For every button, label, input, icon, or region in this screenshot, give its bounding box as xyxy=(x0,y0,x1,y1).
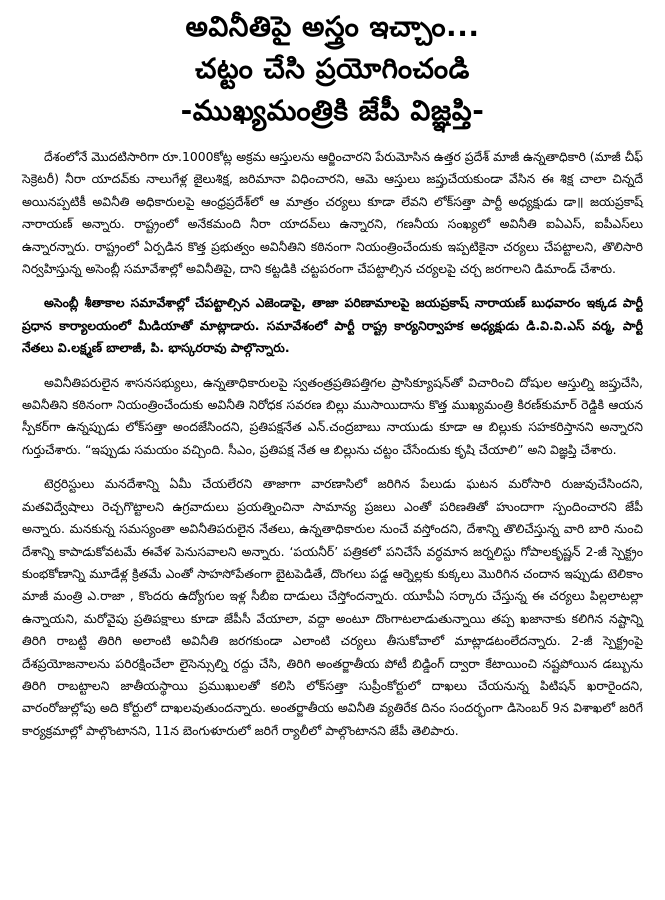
paragraph-1: దేశంలోనే మొదటిసారిగా రూ.1000కోట్ల అక్రమ ఆస్తులను ఆర్జించారని పేరుమోసిన ఉత్తర ప్రదేశ్ మాజీ ఉన్నతాధికారి (మాజీ చీఫ్ సెక్రెటరీ) నీరా యాదవ్‌కు నాలుగేళ్ల జైలుశిక్ష, జరిమానా విధించారని, ఆమె ఆస్తులు జప్తుచేయకుండా వేసిన ఈ శిక్ష చాలా చిన్నదే అయినప్పటికీ అవినీతి అధికారులపై ఆంధ్రప్రదేశ్‌లో ఆ మాత్రం చర్యలు కూడా లేవని లోక్‌సత్తా పార్టీ అధ్యక్షుడు డా॥ జయప్రకాష్ నారాయణ్ అన్నారు. రాష్ట్రంలో అనేకమంది నీరా యాదవ్‌లు ఉన్నారని, గణనీయ సంఖ్యలో అవినీతి ఐఏఎస్, ఐపీఎస్‌లు ఉన్నారన్నారు. రాష్ట్రంలో ఏర్పడిన కొత్త ప్రభుత్వం అవినీతిని కఠినంగా నియంత్రించేందుకు ఇప్పటికైనా చర్యలు చేపట్టాలని, తొలిసారి నిర్వహిస్తున్న అసెంబ్లీ సమావేశాల్లో అవినీతిపై, దాని కట్టడికి చట్టపరంగా చేపట్టాల్సిన చర్యలపై చర్చ జరగాలని డిమాండ్ చేశారు. xyxy=(22,149,643,277)
headline-line-3: -ముఖ్యమంత్రికి జేపీ విజ్ఞప్తి- xyxy=(180,94,485,127)
headline-line-1: అవినీతిపై అస్త్రం ఇచ్చాం... xyxy=(185,10,480,43)
article-body xyxy=(22,146,643,742)
paragraph-3: అవినీతిపరులైన శాసనసభ్యులు, ఉన్నతాధికారులపై స్వతంత్రప్రతిపత్తిగల ప్రాసిక్యూషన్‌తో విచారించి దోషుల ఆస్తుల్ని జప్తుచేసి, అవినీతిని కఠినంగా నియంత్రించేందుకు అవినీతి నిరోధక సవరణ బిల్లు ముసాయిదాను కొత్త ముఖ్యమంత్రి కిరణ్‌కుమార్ రెడ్డికి ఆయన స్పీకర్‌గా ఉన్నప్పుడు లోక్‌సత్తా అందజేసిందని, ప్రతిపక్షనేత ఎన్.చంద్రబాబు నాయుడు కూడా ఆ బిల్లుకు సహకరిస్తానని అన్నారని గుర్తుచేశారు. “ఇప్పుడు సమయం వచ్చింది. సీఎం, ప్రతిపక్ష నేత ఆ బిల్లును చట్టం చేసేందుకు కృషి చేయాలి” అని విజ్ఞప్తి చేశారు. xyxy=(22,374,643,457)
paragraph-2: అసెంబ్లీ శీతాకాల సమావేశాల్లో చేపట్టాల్సిన ఎజెండాపై, తాజా పరిణామాలపై జయప్రకాష్ నారాయణ్ బుధవారం ఇక్కడ పార్టీ ప్రధాన కార్యాలయంలో మీడియాతో మాట్లాడారు. సమావేశంలో పార్టీ రాష్ట్ర కార్యనిర్వాహక అధ్యక్షుడు డి.వి.వి.ఎస్ వర్మ, పార్టీ నేతలు వి.లక్ష్మణ్ బాలాజీ, పి. భాస్కరరావు పాల్గొన్నారు. xyxy=(22,295,643,356)
headline-line-2: చట్టం చేసి ప్రయోగించండి xyxy=(195,52,470,85)
headline xyxy=(22,6,643,132)
paragraph-4: టెర్రరిస్టులు మనదేశాన్ని ఏమీ చేయలేరని తాజాగా వారణాసిలో జరిగిన పేలుడు ఘటన మరోసారి రుజువుచేసిందని, మతవిద్వేషాలు రెచ్చగొట్టాలని ఉగ్రవాదులు ప్రయత్నించినా సామాన్య ప్రజలు ఎంతో పరిణతితో హుందాగా స్పందించారని జేపీ అన్నారు. మనకున్న సమస్యంతా అవినీతిపరులైన నేతలు, ఉన్నతాధికారుల నుంచే వస్తోందని, దేశాన్ని తొలిచేస్తున్న వారి బారి నుంచి దేశాన్ని కాపాడుకోవటమే ఈవేళ పెనుసవాలని అన్నారు. ‘పయనీర్’ పత్రికలో పనిచేసే వర్ధమాన జర్నలిస్టు గోపాలకృష్ణన్ 2-జీ స్పెక్ట్రం కుంభకోణాన్ని మూడేళ్ల క్రితమే ఎంతో సాహసోపేతంగా బైటపెడితే, దొంగలు పడ్డ ఆర్నెల్లకు కుక్కలు మొరిగిన చందాన ఇప్పుడు టెలికాం మాజీ మంత్రి ఎ.రాజా , కొందరు ఉద్యోగుల ఇళ్ల సీబీఐ దాడులు చేస్తోందన్నారు. యూపీఏ సర్కారు చేస్తున్న ఈ చర్యలు పిల్లలాటల్లా ఉన్నాయని, మరోవైపు ప్రతిపక్షాలు కూడా జేపీసీ వేయాలా, వద్దా అంటూ దొంగాటలాడుతున్నాయి తప్ప ఖజానాకు కలిగిన నష్టాన్ని తిరిగి రాబట్టి తిరిగి అలాంటి అవినీతి జరగకుండా ఎలాంటి చర్యలు తీసుకోవాలో మాట్లాడటంలేదన్నారు. 2-జీ స్పెక్ట్రంపై దేశప్రయోజనాలను పరిరక్షించేలా లైసెన్సుల్ని రద్దు చేసి, తిరిగి అంతర్జాతీయ పోటీ బిడ్డింగ్ ద్వారా కేటాయించి నష్టపోయిన డబ్బును తిరిగి రాబట్టాలని జాతీయస్థాయి ప్రముఖులతో కలిసి లోక్‌సత్తా సుప్రీంకోర్టులో దాఖలు చేయనున్న పిటిషన్ ఖరారైందని, వారంరోజుల్లోపు అది కోర్టులో దాఖలవుతుందన్నారు. అంతర్జాతీయ అవినీతి వ్యతిరేక దినం సందర్భంగా డిసెంబర్ 9న విశాఖలో జరిగే కార్యక్రమాల్లో పాల్గొంటానని, 11న బెంగుళూరులో జరిగే ర్యాలీలో పాల్గొంటానని జేపీ తెలిపారు. xyxy=(22,476,643,738)
